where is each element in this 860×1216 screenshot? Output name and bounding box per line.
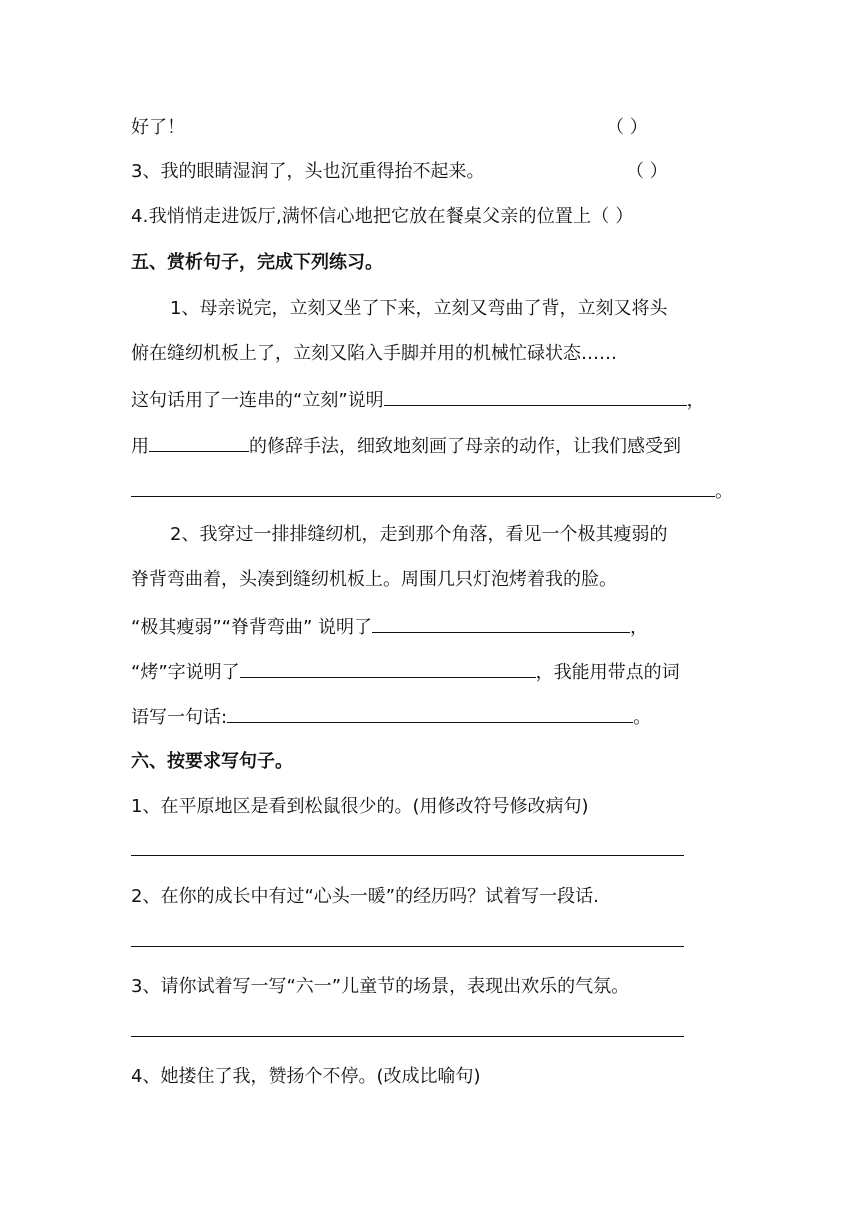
answer-blank[interactable]	[227, 704, 633, 723]
q1-line5: 。	[131, 478, 733, 504]
prev-item-3: 3、我的眼睛湿润了，头也沉重得抬不起来。	[131, 161, 485, 182]
prev-item-4: 4.我悄悄走进饭厅,满怀信心地把它放在餐桌父亲的位置上（ ）	[131, 206, 634, 227]
section-5-heading: 五、赏析句子，完成下列练习。	[131, 252, 383, 273]
s6-item-2: 2、在你的成长中有过“心头一暖”的经历吗？试着写一段话.	[131, 886, 599, 907]
answer-blank[interactable]	[131, 478, 715, 497]
q2-line2: 脊背弯曲着，头凑到缝纫机板上。周围几只灯泡烤着我的脸。	[131, 569, 617, 590]
answer-line[interactable]	[131, 855, 684, 856]
answer-blank[interactable]	[149, 433, 249, 452]
q2-line3: “极其瘦弱”“脊背弯曲” 说明了 ，	[131, 614, 648, 640]
answer-line[interactable]	[131, 1036, 684, 1037]
answer-paren: （ ）	[606, 117, 648, 138]
q2-line1: 2、我穿过一排排缝纫机，走到那个角落，看见一个极其瘦弱的	[170, 524, 668, 545]
answer-paren: （ ）	[626, 161, 668, 182]
answer-line[interactable]	[131, 946, 684, 947]
s6-item-3: 3、请你试着写一写“六一”儿童节的场景，表现出欢乐的气氛。	[131, 976, 630, 997]
answer-blank[interactable]	[384, 387, 687, 406]
answer-blank[interactable]	[240, 659, 536, 678]
q1-line1: 1、母亲说完，立刻又坐了下来，立刻又弯曲了背，立刻又将头	[170, 298, 668, 319]
q1-line2: 俯在缝纫机板上了，立刻又陷入手脚并用的机械忙碌状态……	[131, 343, 617, 364]
q2-line5: 语写一句话: 。	[131, 704, 651, 730]
section-6-heading: 六、按要求写句子。	[131, 751, 293, 772]
s6-item-4: 4、她搂住了我，赞扬个不停。(改成比喻句)	[131, 1066, 481, 1087]
q2-line4: “烤”字说明了 ，我能用带点的词	[131, 659, 680, 685]
s6-item-1: 1、在平原地区是看到松鼠很少的。(用修改符号修改病句)	[131, 796, 589, 817]
q1-line4: 用 的修辞手法，细致地刻画了母亲的动作，让我们感受到	[131, 433, 681, 459]
prev-item-tail: 好了！	[131, 117, 185, 138]
q1-line3: 这句话用了一连串的“立刻”说明 ，	[131, 387, 705, 413]
answer-blank[interactable]	[372, 614, 630, 633]
